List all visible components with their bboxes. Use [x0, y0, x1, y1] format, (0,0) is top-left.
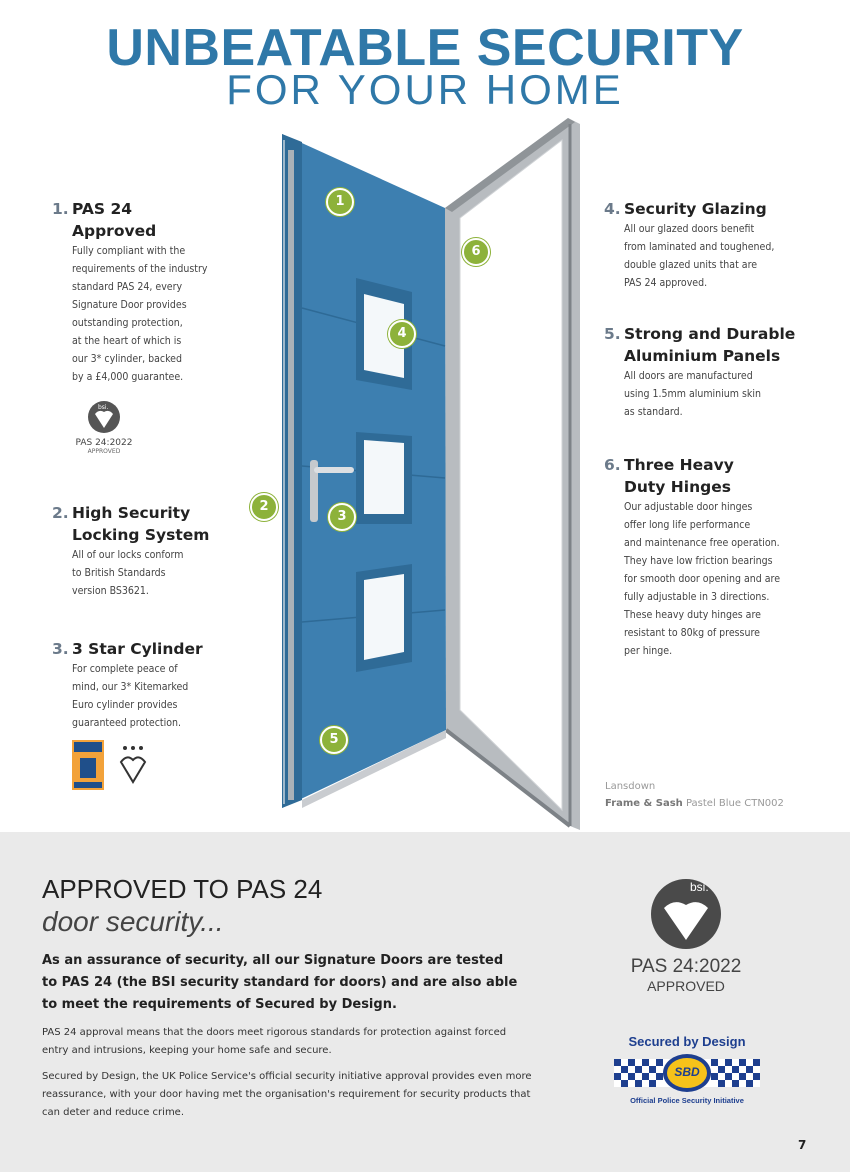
secured-by-design-logo — [614, 1034, 760, 1105]
feature-5 — [604, 323, 844, 421]
caption-label: Frame & Sash — [605, 798, 683, 809]
marker-3: 3 — [328, 503, 356, 531]
feature-title: 3 Star Cylinder — [72, 640, 203, 658]
approved-lead: As an assurance of security, all our Signature Doors are tested to PAS 24 (the BSI security standard for doors) and are also able to meet the requirements of Secured by Design. — [42, 953, 518, 1012]
marker-2: 2 — [250, 493, 278, 521]
three-star-icon — [118, 744, 148, 786]
feature-description: Fully compliant with the requirements of the industry standard PAS 24, every Signature Door provides outstanding protection, at the heart of which is our 3* cylinder, backed by a £4,000 guarantee. — [72, 245, 208, 383]
pas-badge-line2: APPROVED — [647, 978, 725, 994]
feature-description: For complete peace of mind, our 3* Kitemarked Euro cylinder provides guaranteed protection. — [72, 663, 189, 729]
feature-6 — [604, 454, 844, 660]
feature-1 — [52, 198, 267, 386]
approved-paragraph-1: PAS 24 approval means that the doors meet rigorous standards for protection against forced entry and intrusions, keeping your home safe and secure. — [42, 1027, 507, 1056]
feature-description: All doors are manufactured using 1.5mm aluminium skin as standard. — [624, 370, 761, 418]
feature-title: PAS 24 Approved — [72, 200, 157, 240]
lock-strip — [288, 150, 294, 800]
feature-description: All our glazed doors benefit from laminated and toughened, double glazed units that are PAS 24 approved. — [624, 223, 775, 289]
feature-number: 2. — [52, 504, 69, 522]
approved-subtitle: door security... — [42, 906, 224, 937]
bsi-text: bsi. — [690, 880, 709, 894]
door-illustration — [270, 110, 590, 830]
feature-4 — [604, 198, 844, 292]
feature-number: 1. — [52, 200, 69, 218]
sbd-top-text: Secured by Design — [628, 1034, 746, 1049]
approved-title: APPROVED TO PAS 24 — [42, 874, 323, 904]
page-subtitle: FOR YOUR HOME — [226, 66, 624, 113]
feature-number: 4. — [604, 200, 621, 218]
sbd-mid-text: SBD — [674, 1065, 700, 1079]
caption-name: Lansdown — [605, 781, 656, 792]
feature-number: 6. — [604, 456, 621, 474]
marker-4: 4 — [388, 320, 416, 348]
kitemark-logo — [72, 740, 104, 790]
page-title: UNBEATABLE SECURITY — [106, 19, 744, 77]
feature-title: Three Heavy Duty Hinges — [624, 456, 734, 496]
feature-title: Strong and Durable Aluminium Panels — [624, 325, 796, 365]
approved-paragraph-2: Secured by Design, the UK Police Service's official security initiative approval provides even more reassurance, with your door having met the organisation's requirement for security products that can deter and reduce crime. — [42, 1071, 532, 1118]
pas-badge-line2: APPROVED — [87, 448, 121, 455]
marker-1: 1 — [326, 188, 354, 216]
feature-description: All of our locks conform to British Standards version BS3621. — [72, 549, 184, 597]
bsi-kitemark-icon — [650, 878, 722, 950]
feature-2 — [52, 502, 267, 600]
feature-description: Our adjustable door hinges offer long life performance and maintenance free operation. They have low friction bearings for smooth door opening and are fully adjustable in 3 directions. These heavy duty hinges are resistant to 80kg of pressure per hinge. — [624, 501, 781, 657]
bsi-text: bsi. — [98, 404, 109, 411]
pas-badge-large — [606, 878, 766, 994]
pas-badge-small — [72, 400, 136, 455]
feature-number: 3. — [52, 640, 69, 658]
sbd-bottom-text: Official Police Security Initiative — [630, 1096, 744, 1105]
pas-badge-line1: PAS 24:2022 — [75, 438, 133, 448]
feature-title: High Security Locking System — [72, 504, 210, 544]
page-number: 7 — [798, 1138, 807, 1152]
pas-badge-line1: PAS 24:2022 — [630, 956, 742, 977]
feature-title: Security Glazing — [624, 200, 767, 218]
feature-3 — [52, 638, 267, 732]
marker-6: 6 — [462, 238, 490, 266]
feature-number: 5. — [604, 325, 621, 343]
caption-value: Pastel Blue CTN002 — [685, 798, 784, 809]
product-caption — [605, 778, 784, 812]
marker-5: 5 — [320, 726, 348, 754]
